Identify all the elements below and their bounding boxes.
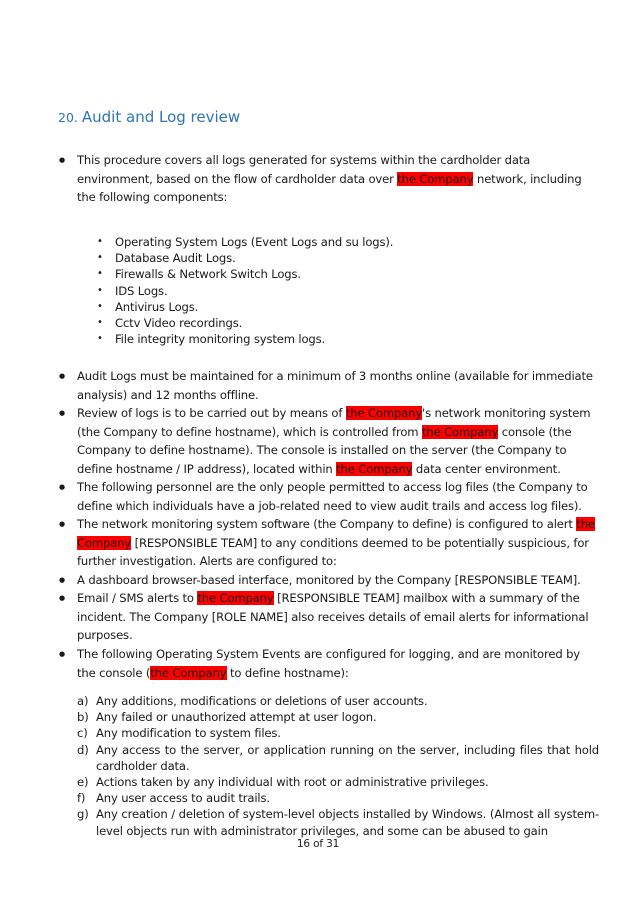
intro-paragraph <box>77 151 599 207</box>
list-item: • Database Audit Logs. <box>115 250 393 266</box>
review-paragraph <box>77 404 599 479</box>
list-item <box>77 709 599 725</box>
list-item: • File integrity monitoring system logs. <box>115 331 393 347</box>
list-item-text: Any modification to system files. <box>96 726 281 741</box>
section-heading <box>58 108 240 126</box>
list-marker: g) <box>77 807 89 822</box>
os-events-list <box>77 693 599 839</box>
section-number: 20. <box>58 110 78 125</box>
email-text: [RESPONSIBLE TEAM] mailbox with a summary of the incident. The Company [ROLE NAME] also receives details of email alerts for informational purposes. <box>77 591 589 643</box>
list-item <box>77 693 599 709</box>
highlighted-company: the Company <box>345 406 423 420</box>
list-item <box>77 790 599 806</box>
list-item <box>77 742 599 774</box>
list-item-text: Any additions, modifications or deletions of user accounts. <box>96 694 428 708</box>
list-marker: c) <box>77 726 88 741</box>
review-text: 's network monitoring system (the Company to define hostname), which is controlled from <box>77 406 591 439</box>
list-item-text: Any user access to audit trails. <box>96 791 270 806</box>
highlighted-company: the Company <box>397 171 474 186</box>
os-events-paragraph <box>77 645 599 682</box>
section-title: Audit and Log review <box>81 108 241 126</box>
page-number: 16 of 31 <box>296 838 340 850</box>
dashboard-paragraph: ● A dashboard browser-based interface, monitored by the Company [RESPONSIBLE TEAM]. <box>77 571 599 590</box>
list-marker: b) <box>77 710 89 725</box>
list-item: • Operating System Logs (Event Logs and su logs). <box>115 234 393 250</box>
list-item-text: Any failed or unauthorized attempt at user logon. <box>96 710 377 725</box>
highlighted-company: the Company <box>421 424 499 439</box>
list-item: • Cctv Video recordings. <box>115 315 393 331</box>
email-text: Email / SMS alerts to <box>77 591 198 605</box>
alert-paragraph <box>77 515 599 571</box>
log-components-list <box>115 234 393 347</box>
retention-paragraph: ● Audit Logs must be maintained for a minimum of 3 months online (available for immediate analysis) and 12 months offline. <box>77 367 599 404</box>
list-item-text: Actions taken by any individual with root or administrative privileges. <box>96 775 489 790</box>
list-item-text: Any creation / deletion of system-level objects installed by Windows. (Almost all system-level objects run with administrator privileges, and some can be abused to gain <box>96 807 599 838</box>
highlighted-company: the Company <box>77 517 595 550</box>
list-marker: d) <box>77 742 89 757</box>
review-text: Review of logs is to be carried out by means of <box>77 406 346 420</box>
alert-text: The network monitoring system software (the Company to define) is configured to alert <box>77 517 577 531</box>
list-item <box>77 806 599 838</box>
list-item-text: Any access to the server, or application running on the server, including files that hold cardholder data. <box>96 742 599 773</box>
highlighted-company: the Company <box>150 665 227 680</box>
list-marker: a) <box>77 694 89 708</box>
highlighted-company: the Company <box>197 591 274 605</box>
list-item: • Antivirus Logs. <box>115 299 393 315</box>
list-marker: f) <box>77 791 86 806</box>
personnel-paragraph: ● The following personnel are the only people permitted to access log files (the Company to define which individuals have a job-related need to view audit trails and access log files). <box>77 478 599 515</box>
list-item: • IDS Logs. <box>115 283 393 299</box>
email-alert-paragraph <box>77 589 599 645</box>
highlighted-company: the Company <box>336 462 413 477</box>
os-events-text: to define hostname): <box>226 665 349 680</box>
review-text: console (the Company to define hostname). The console is installed on the server (the Company to define hostname / IP address), located within <box>77 424 572 477</box>
intro-text: This procedure covers all logs generated for systems within the cardholder data environment, based on the flow of cardholder data over <box>77 153 531 186</box>
os-events-text: The following Operating System Events are configured for logging, and are monitored by the console ( <box>77 647 581 680</box>
alert-text: [RESPONSIBLE TEAM] to any conditions deemed to be potentially suspicious, for further investigation. Alerts are configured to: <box>77 535 589 569</box>
list-item: • Firewalls & Network Switch Logs. <box>115 266 393 282</box>
list-item <box>77 725 599 741</box>
list-marker: e) <box>77 775 89 790</box>
intro-text-end: network, including the following components: <box>77 171 582 205</box>
review-text: data center environment. <box>412 462 561 477</box>
list-item <box>77 774 599 790</box>
